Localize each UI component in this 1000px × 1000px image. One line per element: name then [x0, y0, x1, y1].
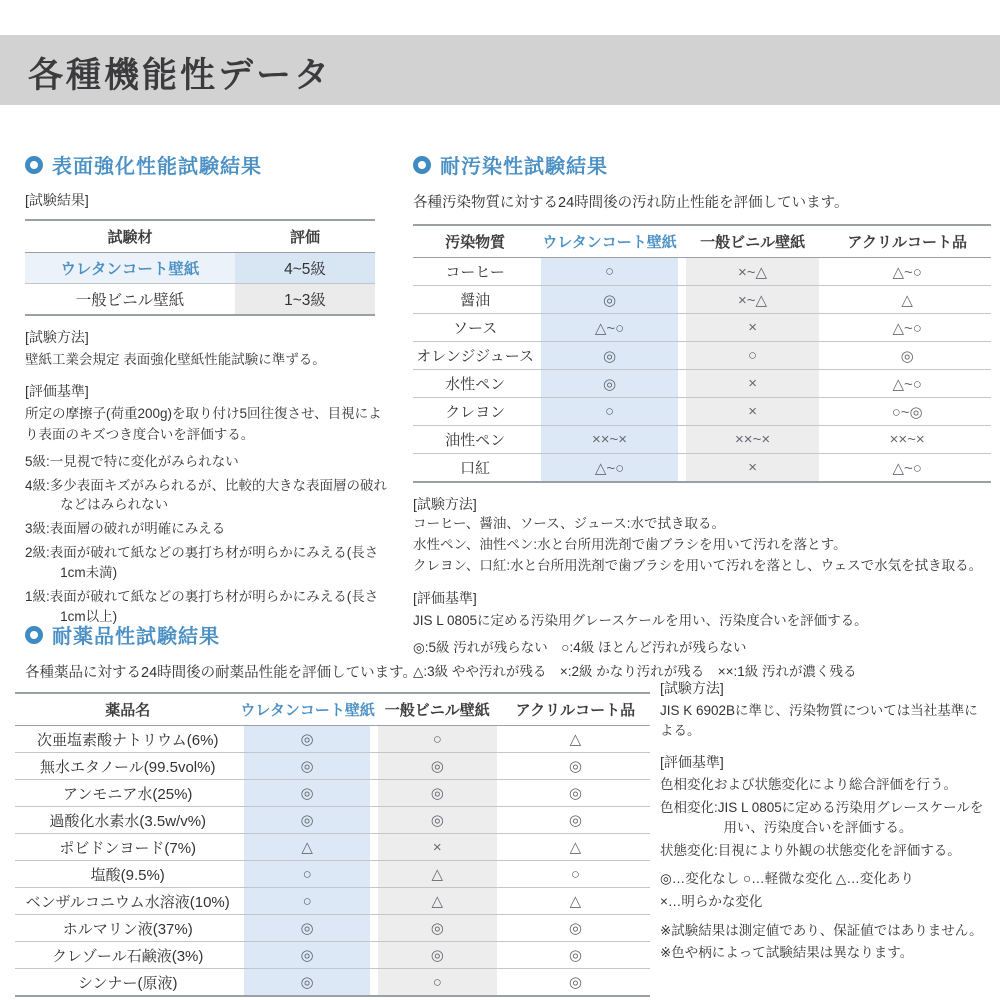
rating-cell: △: [374, 888, 501, 915]
section-chemical-test: [25, 620, 990, 997]
column-header: ウレタンコート壁紙: [537, 225, 682, 258]
hue-change-line: 色相変化:JIS L 0805に定める汚染用グレースケールを用い、汚染度合いを評価する。: [660, 799, 984, 835]
rating-cell: ◎: [240, 780, 373, 807]
table-header-row: [25, 220, 375, 253]
row-label-cell: ポビドンヨード(7%): [15, 834, 240, 861]
rating-cell: ×~△: [682, 286, 824, 314]
row-label-cell: 口紅: [460, 460, 491, 477]
rating-cell: ◎: [501, 807, 650, 834]
list-item: 1級:表面が破れて紙などの裏打ち材が明らかにみえる(長さ1cm以上): [25, 588, 379, 624]
section-title-text: 表面強化性能試験結果: [52, 156, 262, 178]
rating-cell: ◎: [240, 969, 373, 997]
table-row: [413, 370, 991, 398]
rating-cell: ◎: [537, 286, 682, 314]
table-row: [15, 834, 650, 861]
rating-cell: ××~×: [682, 426, 824, 454]
list-item: ×…明らかな変化: [660, 894, 763, 910]
table-row: [15, 807, 650, 834]
table-row: [15, 915, 650, 942]
table-header-row: [15, 693, 650, 726]
row-label-cell: 一般ビニル壁紙: [75, 292, 185, 309]
header-banner: [0, 35, 1000, 105]
chemical-result-table: [15, 692, 650, 997]
list-item: ◎:5級 汚れが残らない ○:4級 ほとんど汚れが残らない: [413, 640, 747, 656]
table-row: [413, 342, 991, 370]
rating-cell: △: [501, 888, 650, 915]
column-header: ウレタンコート壁紙: [240, 693, 373, 726]
rating-cell: ◎: [240, 942, 373, 969]
rating-cell: ×: [682, 314, 824, 342]
rating-cell: ○: [240, 888, 373, 915]
list-item: 5級:一見視で特に変化がみられない: [25, 453, 239, 469]
row-label-cell: シンナー(原液): [77, 974, 178, 992]
rating-cell: ×~△: [682, 258, 824, 286]
row-label-cell: 過酸化水素水(3.5w/v%): [15, 807, 240, 834]
criteria-label: [評価基準]: [413, 589, 477, 606]
page-title: 各種機能性データ: [28, 56, 333, 95]
rating-cell: ◎: [501, 942, 650, 969]
rating-cell: ◎: [501, 780, 650, 807]
table-row: [15, 888, 650, 915]
table-row: [413, 258, 991, 286]
rating-cell: △~○: [823, 370, 991, 398]
criteria-text: 所定の摩擦子(荷重200g)を取り付け5回往復させ、目視により表面のキズつき度合いを評価する。: [25, 406, 382, 442]
chemical-test-notes: [660, 678, 990, 963]
table-row: [15, 942, 650, 969]
table-row: [413, 426, 991, 454]
rating-cell: ◎: [823, 342, 991, 370]
rating-cell: ◎: [240, 915, 373, 942]
row-label-cell: 醤油: [413, 286, 537, 314]
rating-cell: ◎: [240, 807, 373, 834]
section-title-surface: [25, 150, 393, 179]
rating-legend: [660, 868, 990, 913]
table-header-row: [413, 225, 991, 258]
method-text: JIS K 6902Bに準じ、汚染物質については当社基準による。: [660, 703, 978, 739]
rating-cell: ×: [374, 834, 501, 861]
column-header: 汚染物質: [413, 225, 537, 258]
row-label-cell: ソース: [413, 314, 537, 342]
table-row: [25, 253, 375, 284]
rating-cell: ×: [682, 454, 824, 483]
section-intro: 各種汚染物質に対する24時間後の汚れ防止性能を評価しています。: [413, 195, 849, 211]
rating-cell: △: [501, 834, 650, 861]
row-label-cell: クレヨン: [413, 398, 537, 426]
table-row: [413, 314, 991, 342]
rating-cell: △~○: [892, 459, 922, 477]
rating-cell: △~○: [537, 314, 682, 342]
rating-cell: ××~×: [537, 426, 682, 454]
row-label-cell: ホルマリン液(37%): [15, 915, 240, 942]
row-label-cell: 塩酸(9.5%): [15, 861, 240, 888]
list-item: 水性ペン、油性ペン:水と台所用洗剤で歯ブラシを用いて汚れを落とす。: [413, 536, 847, 552]
rating-cell: 4~5級: [235, 253, 375, 284]
column-header: 評価: [235, 220, 375, 253]
rating-cell: ○: [537, 398, 682, 426]
list-item: クレヨン、口紅:水と台所用洗剤で歯ブラシを用いて汚れを落とし、ウェスで水気を拭き取る。: [413, 557, 983, 573]
row-label-cell: 次亜塩素酸ナトリウム(6%): [15, 726, 240, 753]
rating-cell: ◎: [501, 915, 650, 942]
table-row: [15, 753, 650, 780]
table-row: [413, 398, 991, 426]
rating-cell: ○: [682, 342, 824, 370]
list-item: ※試験結果は測定値であり、保証値ではありません。: [660, 922, 983, 938]
row-label-cell: 油性ペン: [413, 426, 537, 454]
section-title-chemical: [25, 620, 990, 649]
rating-cell: △~○: [823, 258, 991, 286]
rating-cell: ○: [501, 861, 650, 888]
table-row: [15, 969, 650, 997]
table-row: [413, 454, 991, 483]
rating-cell: ◎: [374, 915, 501, 942]
stain-result-table: [413, 224, 991, 483]
section-bullet-icon: [413, 156, 431, 174]
rating-cell: ◎: [374, 942, 501, 969]
row-label-cell: ベンザルコニウム水溶液(10%): [15, 888, 240, 915]
list-item: ◎…変化なし ○…軽微な変化 △…変化あり: [660, 870, 914, 886]
row-label-cell: アンモニア水(25%): [15, 780, 240, 807]
table-row: [15, 726, 650, 753]
rating-cell: ○~◎: [823, 398, 991, 426]
rating-cell: ◎: [374, 753, 501, 780]
table-row: [15, 780, 650, 807]
row-label-cell: 水性ペン: [413, 370, 537, 398]
rating-cell: ○: [374, 969, 501, 997]
rating-cell: ◎: [568, 974, 582, 991]
criteria-text: JIS L 0805に定める汚染用グレースケールを用い、汚染度合いを評価する。: [413, 612, 868, 628]
table-row: [15, 861, 650, 888]
table-row: [413, 286, 991, 314]
column-header: 試験材: [25, 220, 235, 253]
table-row: [25, 284, 375, 316]
list-item: 3級:表面層の破れが明確にみえる: [25, 521, 226, 537]
section-title-text: 耐汚染性試験結果: [440, 156, 608, 178]
rating-cell: ×: [682, 370, 824, 398]
rating-cell: ◎: [374, 780, 501, 807]
row-label-cell: コーヒー: [413, 258, 537, 286]
column-header: 一般ビニル壁紙: [682, 225, 824, 258]
list-item: △:3級 やや汚れが残る ×:2級 かなり汚れが残る ××:1級 汚れが濃く残る: [413, 663, 857, 679]
grade-list: [25, 452, 393, 627]
row-label-cell: クレゾール石鹸液(3%): [15, 942, 240, 969]
section-bullet-icon: [25, 156, 43, 174]
section-title-text: 耐薬品性試験結果: [52, 626, 220, 648]
list-item: 4級:多少表面キズがみられるが、比較的大きな表面層の破れなどはみられない: [25, 477, 387, 513]
rating-cell: ◎: [374, 807, 501, 834]
column-header: アクリルコート品: [823, 225, 991, 258]
rating-cell: △~○: [537, 454, 682, 483]
rating-cell: ○: [374, 726, 501, 753]
rating-cell: ◎: [537, 370, 682, 398]
state-change-line: 状態変化:目視により外観の状態変化を評価する。: [660, 843, 961, 859]
result-label: [試験結果]: [25, 192, 89, 208]
row-label-cell: ウレタンコート壁紙: [25, 253, 235, 284]
criteria-label: [評価基準]: [25, 383, 89, 400]
rating-cell: 1~3級: [235, 284, 375, 316]
rating-cell: ◎: [501, 753, 650, 780]
criteria-label: [評価基準]: [660, 753, 724, 770]
method-label: [試験方法]: [660, 680, 724, 696]
rating-cell: △: [374, 861, 501, 888]
rating-cell: ◎: [537, 342, 682, 370]
rating-cell: ◎: [240, 726, 373, 753]
section-title-stain: [413, 150, 991, 179]
column-header: アクリルコート品: [501, 693, 650, 726]
rating-cell: △: [501, 726, 650, 753]
criteria-intro: 色相変化および状態変化により総合評価を行う。: [660, 776, 957, 792]
column-header: 薬品名: [15, 693, 240, 726]
method-text: 壁紙工業会規定 表面強化壁紙性能試験に準ずる。: [25, 352, 326, 367]
rating-cell: ○: [240, 861, 373, 888]
footnotes: [660, 921, 990, 964]
section-bullet-icon: [25, 626, 43, 644]
method-label: [試験方法]: [25, 329, 89, 345]
rating-cell: ○: [537, 258, 682, 286]
rating-cell: ×: [682, 398, 824, 426]
row-label-cell: 無水エタノール(99.5vol%): [15, 753, 240, 780]
row-label-cell: オレンジジュース: [413, 342, 537, 370]
section-stain-test: [413, 150, 991, 682]
column-header: 一般ビニル壁紙: [374, 693, 501, 726]
section-surface-test: [25, 150, 393, 627]
surface-result-table: [25, 219, 375, 316]
list-item: コーヒー、醤油、ソース、ジュース:水で拭き取る。: [413, 516, 725, 531]
list-item: ※色や柄によって試験結果は異なります。: [660, 944, 914, 960]
rating-cell: △: [240, 834, 373, 861]
rating-cell: △: [823, 286, 991, 314]
rating-cell: ××~×: [823, 426, 991, 454]
rating-cell: △~○: [823, 314, 991, 342]
rating-cell: ◎: [240, 753, 373, 780]
section-intro: 各種薬品に対する24時間後の耐薬品性能を評価しています。: [25, 665, 417, 681]
method-label: [試験方法]: [413, 496, 477, 512]
list-item: 2級:表面が破れて紙などの裏打ち材が明らかにみえる(長さ1cm未満): [25, 545, 379, 580]
method-lines: [413, 514, 991, 577]
